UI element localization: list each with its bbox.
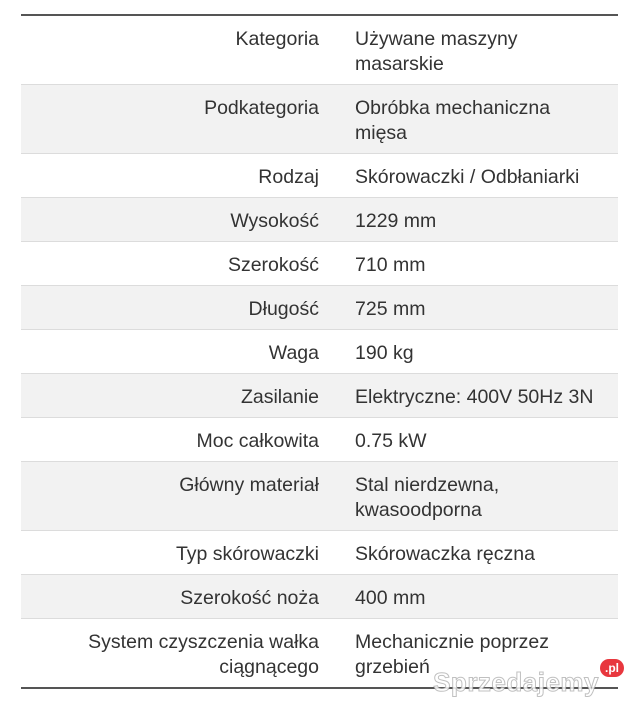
row-label: Szerokość noża <box>21 575 333 619</box>
row-value: 725 mm <box>333 286 618 330</box>
row-label: Wysokość <box>21 198 333 242</box>
table-row <box>21 154 618 198</box>
row-value: Stal nierdzewna, kwasoodporna <box>333 462 618 531</box>
table-row <box>21 418 618 462</box>
row-label: Kategoria <box>21 15 333 85</box>
row-label: Główny materiał <box>21 462 333 531</box>
row-value: 710 mm <box>333 242 618 286</box>
watermark-badge: .pl <box>600 659 624 677</box>
row-label: Zasilanie <box>21 374 333 418</box>
row-value: Elektryczne: 400V 50Hz 3N <box>333 374 618 418</box>
row-label: Szerokość <box>21 242 333 286</box>
table-row <box>21 575 618 619</box>
row-value: Obróbka mechaniczna mięsa <box>333 85 618 154</box>
row-value: 1229 mm <box>333 198 618 242</box>
row-value: Skórowaczka ręczna <box>333 531 618 575</box>
table-row <box>21 286 618 330</box>
table-row <box>21 15 618 85</box>
row-value: 190 kg <box>333 330 618 374</box>
row-label: Rodzaj <box>21 154 333 198</box>
table-row <box>21 462 618 531</box>
table-row <box>21 198 618 242</box>
row-value: Mechanicznie poprzez grzebień <box>333 619 618 689</box>
table-row <box>21 85 618 154</box>
watermark-logo <box>433 661 624 698</box>
row-label: Podkategoria <box>21 85 333 154</box>
table-row <box>21 531 618 575</box>
spec-table <box>21 14 618 689</box>
row-label: Długość <box>21 286 333 330</box>
row-label: Typ skórowaczki <box>21 531 333 575</box>
watermark-text: Sprzedajemy <box>433 667 599 697</box>
table-row <box>21 330 618 374</box>
row-label: Waga <box>21 330 333 374</box>
table-row <box>21 374 618 418</box>
row-value: Skórowaczki / Odbłaniarki <box>333 154 618 198</box>
table-row <box>21 242 618 286</box>
row-value: 400 mm <box>333 575 618 619</box>
row-value: Używane maszyny masarskie <box>333 15 618 85</box>
row-label: System czyszczenia wałka ciągnącego <box>21 619 333 689</box>
row-value: 0.75 kW <box>333 418 618 462</box>
row-label: Moc całkowita <box>21 418 333 462</box>
